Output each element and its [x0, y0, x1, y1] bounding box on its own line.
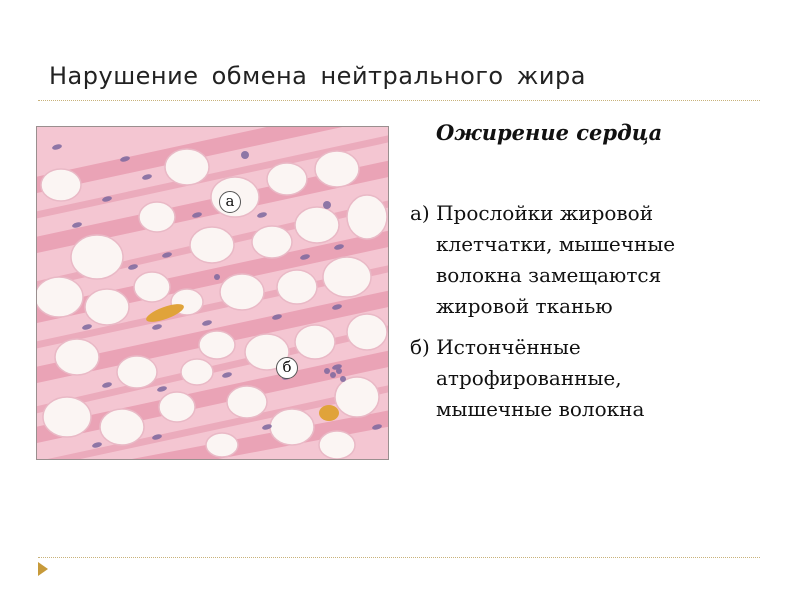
histology-image — [36, 126, 389, 460]
label-b-marker: б — [276, 357, 298, 379]
list-item-a: а) Прослойки жировой клетчатки, мышечные волокна замещаются жировой тканью — [410, 201, 676, 318]
bottom-divider — [38, 557, 760, 558]
play-arrow-icon[interactable] — [38, 562, 48, 576]
histology-drawing — [37, 127, 389, 460]
label-a-marker: а — [219, 191, 241, 213]
top-divider — [38, 100, 760, 101]
slide-title: Нарушение обмена нейтрального жира — [49, 62, 586, 90]
list-item-b: б) Истончённые атрофированные, мышечные волокна — [410, 335, 645, 421]
subtitle: Ожирение сердца — [436, 120, 663, 145]
